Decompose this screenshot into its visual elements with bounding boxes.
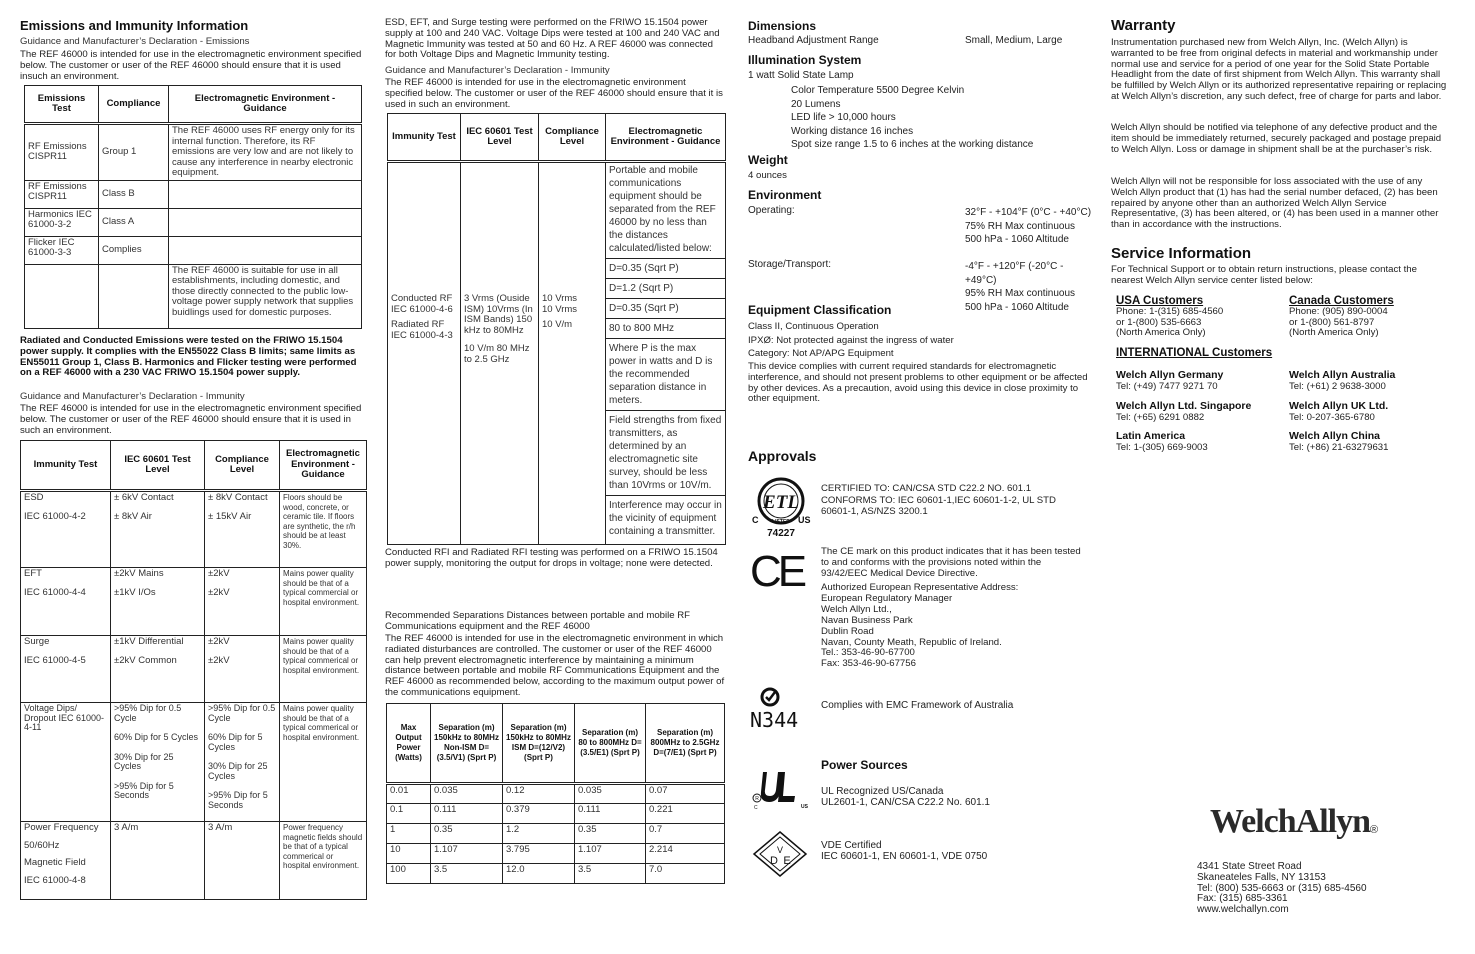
table-cell: 0.035 [431, 784, 503, 804]
etl-line: CONFORMS TO: IEC 60601-1,IEC 60601-1-2, UL STD 60601-1, AS/NZS 3200.1 [821, 494, 1056, 517]
env-line: 95% RH Max continuous [965, 288, 1076, 299]
contact-line: (North America Only) [1289, 327, 1379, 338]
cell-line: ±2kV [208, 636, 230, 647]
table-cell: 1.107 [575, 844, 646, 864]
table-header: Separation (m) 150kHz to 80MHz ISM D=(12/V2) (Sprt P) [503, 704, 575, 784]
table-cell: 0.111 [575, 804, 646, 824]
separation-table [386, 703, 725, 884]
table-header: Immunity Test [21, 441, 111, 491]
table-row [388, 162, 726, 545]
table-cell: 7.0 [646, 864, 725, 884]
contact-line: Tel: 1-(305) 669-9003 [1116, 442, 1208, 453]
cell-line: Conducted RF IEC 61000-4-6 [391, 293, 453, 315]
cell-line: ESD [24, 492, 44, 503]
table-header-row [21, 441, 367, 491]
table-cell: Class B [99, 180, 169, 208]
table-row [21, 822, 367, 900]
etl-text [821, 483, 1081, 518]
table-cell [99, 264, 169, 328]
guidance-line: Field strengths from fixed transmitters, as determined by an electromagnetic site survey, should be less than 10Vrms or 10V/m. [606, 411, 725, 496]
international-heading: INTERNATIONAL Customers [1116, 347, 1273, 359]
contact-line: Tel: (+86) 21-63279631 [1289, 442, 1389, 453]
vde-logo [750, 828, 810, 880]
etl-listed-text: LISTED [772, 519, 790, 525]
guidance-line: Interference may occur in the vicinity of equipment containing a transmitter. [609, 500, 722, 537]
warranty-paragraph: Welch Allyn should be notified via telephone of any defective product and the item should be immediately returned, securely packaged and postage prepaid to Welch Allyn. Loss or damage in shipment shall be at the purchaser’s risk. [1111, 122, 1442, 155]
rep-line: Tel.: 353-46-90-67700 [821, 647, 915, 659]
table-cell: Mains power quality should be that of a typical commercial or hospital environment. [280, 568, 367, 636]
table-cell [169, 180, 362, 208]
table-row [387, 784, 725, 804]
table-header: Separation (m) 80 to 800MHz D=(3.5/E1) (Sprt P) [575, 704, 646, 784]
table-row [387, 804, 725, 824]
illumination-specs [791, 84, 1033, 152]
storage-label: Storage/Transport: [748, 259, 832, 270]
ce-text: The CE mark on this product indicates that it has been tested to and conforms with the provisions noted within the 93/42/EEC Medical Device Directive. [821, 546, 1081, 579]
table-cell: Class A [99, 208, 169, 236]
table-cell: 100 [387, 864, 431, 884]
table-row [387, 844, 725, 864]
spec-line: LED life > 10,000 hours [791, 112, 896, 123]
emissions-test-note: Radiated and Conducted Emissions were tested on the FRIWO 15.1504 power supply. It complies with the EN55022 Class B limits; same limits as EN55011 Group 1, Class B. Harmonics and Flicker testing were performed on a REF 46000 with a 230 VAC FRIWO 15.1504 power supply. [20, 335, 357, 379]
contact-line: Tel: (+49) 7477 9271 70 [1116, 381, 1218, 392]
svg-text:V: V [776, 845, 784, 855]
table-header: Separation (m) 800MHz to 2.5GHz D=(7/E1) (Sprt P) [646, 704, 725, 784]
table-cell [21, 568, 111, 636]
cell-line: Surge [24, 636, 50, 647]
cell-line: IEC 61000-4-4 [24, 586, 86, 598]
spec-line: Working distance 16 inches [791, 125, 914, 137]
cell-line: ± 8kV Contact [208, 492, 268, 503]
address-line: 4341 State Street Road [1197, 861, 1302, 872]
table-cell [461, 162, 539, 545]
table-header: Max Output Power (Watts) [387, 704, 431, 784]
table-header: IEC 60601 Test Level [111, 441, 205, 491]
cell-line: ±2kV [208, 654, 230, 666]
cell-line: ±2kV [208, 568, 230, 579]
table-cell: RF Emissions CISPR11 [25, 180, 99, 208]
c-tick-logo [750, 687, 806, 733]
cell-line: 50/60Hz [24, 839, 60, 851]
cell-line: 3 Vrms (Ouside ISM) 10Vrms (In ISM Bands) 150 kHz to 80MHz [464, 293, 533, 336]
env-line: -4°F - +120°F (-20°C -+49°C) [965, 261, 1064, 286]
rfi-note: Conducted RFI and Radiated RFI testing was performed on a FRIWO 15.1504 power supply, monitoring the output for drops in voltage; none were detected. [385, 547, 718, 569]
guidance-line: D=1.2 (Sqrt P) [606, 279, 725, 299]
table-cell: Flicker IEC 61000-3-3 [25, 236, 99, 264]
table-cell: 1.2 [503, 824, 575, 844]
cell-line: 30% Dip for 25 Cycles [208, 761, 268, 781]
table-cell: 0.379 [503, 804, 575, 824]
table-cell [169, 236, 362, 264]
immunity-subtitle: Guidance and Manufacturer’s Declaration - Immunity [385, 65, 610, 76]
classification-note: This device complies with current required standards for electromagnetic interference, and should not present problems to other equipment or be affected by other devices. As a precaution, avoid using this device in close proximity to other equipment. [748, 361, 1088, 405]
c-tick-icon [760, 687, 780, 707]
cell-line: ±1kV Differential [114, 636, 184, 647]
table-cell: 0.1 [387, 804, 431, 824]
cell-line: 30% Dip for 25 Cycles [114, 751, 174, 771]
etl-seal-icon [748, 475, 814, 539]
cell-line: ±1kV I/Os [114, 586, 156, 598]
rep-line: Fax: 353-46-90-67756 [821, 658, 916, 670]
cell-line: Magnetic Field [24, 857, 86, 868]
table-cell: Floors should be wood, concrete, or ceramic tile. If floors are synthetic, the r/h should be at least 30%. [280, 491, 367, 568]
guidance-line: D=0.35 (Sqrt P) [606, 259, 725, 279]
cell-line: ±2kV Mains [114, 568, 164, 579]
table-cell: 0.07 [646, 784, 725, 804]
emissions-intro: The REF 46000 is intended for use in the electromagnetic environment specified below. The customer or user of the REF 46000 should ensure that it is used insuch an environment. [20, 49, 362, 82]
environment-title: Environment [748, 188, 822, 202]
cell-line: ± 6kV Contact [114, 492, 174, 503]
class-line: IPXØ: Not protected against the ingress of water [748, 334, 954, 346]
table-row [21, 703, 367, 822]
table-cell [388, 162, 461, 545]
dimensions-value: Small, Medium, Large [965, 35, 1063, 46]
table-cell: Voltage Dips/ Dropout IEC 61000-4-11 [21, 703, 111, 822]
table-header: Immunity Test [388, 114, 461, 162]
table-cell: 3 A/m [205, 822, 280, 900]
c-tick-number: N344 [750, 708, 799, 732]
cell-line: >95% Dip for 5 Seconds [114, 780, 174, 800]
intl-contact [1289, 369, 1395, 392]
ce-representative [821, 583, 1018, 670]
table-cell: 0.12 [503, 784, 575, 804]
cell-line: >95% Dip for 0.5 Cycle [208, 703, 276, 723]
table-row [25, 124, 362, 181]
guidance-line: D=0.35 (Sqrt P) [606, 299, 725, 319]
etl-line: CERTIFIED TO: CAN/CSA STD C22.2 NO. 601.1 [821, 483, 1032, 494]
table-header: Electromagnetic Environment - Guidance [169, 86, 362, 124]
contact-heading: Welch Allyn China [1289, 430, 1381, 442]
approvals-title: Approvals [748, 448, 817, 464]
table-row [387, 864, 725, 884]
rep-line: European Regulatory Manager [821, 592, 953, 604]
intl-contact [1289, 430, 1388, 453]
cell-line: ± 8kV Air [114, 510, 152, 522]
warranty-paragraph: Instrumentation purchased new from Welch Allyn, Inc. (Welch Allyn) is warranted to be free from original defects in material and workmanship under normal use and service for a period of one year for the Solid State Portable Headlight from the date of first shipment from Welch Allyn. This warranty shall be fulfilled by Welch Allyn or its authorized representative repairing or replacing at Welch Allyn’s discretion, any such defect, free of charge for parts and labor. [1111, 37, 1447, 102]
cell-line: 10 Vrms [542, 293, 578, 304]
contact-line: Tel: 0-207-365-6780 [1289, 412, 1375, 423]
etl-number: 74227 [767, 528, 795, 539]
cell-line: >95% Dip for 0.5 Cycle [114, 703, 182, 723]
table-header: Compliance Level [539, 114, 606, 162]
table-header-row [388, 114, 726, 162]
rep-line: Dublin Road [821, 625, 874, 637]
table-cell [205, 636, 280, 703]
ul-text [821, 786, 990, 808]
table-cell: 0.35 [575, 824, 646, 844]
usa-contact [1116, 295, 1223, 339]
logo-text: WelchAllyn [1210, 803, 1371, 840]
storage-values [965, 260, 1093, 314]
env-line: 75% RH Max continuous [965, 220, 1076, 232]
table-cell [539, 162, 606, 545]
svg-text:C: C [754, 805, 758, 810]
svg-text:D: D [770, 855, 778, 867]
table-header: Compliance [99, 86, 169, 124]
spec-line: Spot size range 1.5 to 6 inches at the working distance [791, 139, 1034, 150]
intl-contact [1116, 430, 1208, 453]
table-row [387, 824, 725, 844]
table-cell: 3.5 [431, 864, 503, 884]
table-cell [111, 568, 205, 636]
table-row [21, 568, 367, 636]
table-cell: 2.214 [646, 844, 725, 864]
contact-heading: Welch Allyn UK Ltd. [1289, 400, 1389, 412]
table-cell [25, 264, 99, 328]
address-line: Fax: (315) 685-3361 [1197, 893, 1288, 905]
ul-line: UL Recognized US/Canada [821, 786, 944, 797]
table-row [25, 236, 362, 264]
contact-line: Phone: 1-(315) 685-4560 [1116, 306, 1224, 317]
table-cell [205, 703, 280, 822]
rep-line: Welch Allyn Ltd., [821, 603, 892, 615]
table-cell [111, 703, 205, 822]
immunity-intro: The REF 46000 is intended for use in the electromagnetic environment specified below. The customer or user of the REF 46000 should ensure that it is used in such an environment. [385, 77, 723, 110]
classification-title: Equipment Classification [748, 303, 892, 317]
guidance-line: 80 to 800 MHz [606, 319, 725, 339]
contact-line: Tel: (+61) 2 9638-3000 [1289, 381, 1386, 392]
guidance-line: Portable and mobile communications equipment should be separated from the REF 46000 by no less than the distances calculated/listed below: [606, 163, 725, 259]
table-cell [111, 636, 205, 703]
guidance-line: Where P is the max power in watts and D is the recommended separation distance in meters. [606, 339, 725, 411]
cell-line: IEC 61000-4-5 [24, 654, 86, 666]
dimensions-label: Headband Adjustment Range [748, 35, 879, 46]
canada-contact [1289, 295, 1394, 339]
service-title: Service Information [1111, 245, 1252, 262]
table-cell [606, 162, 726, 545]
cell-line: 10 V/m [542, 319, 573, 330]
immunity-intro: The REF 46000 is intended for use in the electromagnetic environment specified below. The customer or user of the REF 46000 should ensure that it is used in such an environment. [20, 403, 362, 436]
table-cell: Complies [99, 236, 169, 264]
class-line: Class II, Continuous Operation [748, 321, 879, 332]
rf-immunity-table [387, 113, 726, 545]
classification-lines [748, 320, 954, 361]
cell-line: 10 Vrms [542, 303, 578, 315]
rep-line: Navan Business Park [821, 614, 913, 626]
etl-listed-logo [748, 475, 814, 539]
table-cell: 1.107 [431, 844, 503, 864]
cell-line: ±2kV [208, 586, 230, 598]
rep-line: Navan, County Meath, Republic of Ireland. [821, 636, 1002, 648]
contact-line: (North America Only) [1116, 327, 1206, 338]
cell-line: Power Frequency [24, 822, 99, 833]
table-cell [21, 822, 111, 900]
website-link[interactable]: www.welchallyn.com [1197, 904, 1289, 916]
table-cell: 0.035 [575, 784, 646, 804]
vde-line: VDE Certified [821, 840, 882, 851]
contact-heading: USA Customers [1116, 295, 1204, 307]
contact-heading: Latin America [1116, 430, 1186, 442]
address-line: Skaneateles Falls, NY 13153 [1197, 871, 1326, 883]
table-header: Emissions Test [25, 86, 99, 124]
table-cell: 1 [387, 824, 431, 844]
immunity-subtitle: Guidance and Manufacturer’s Declaration - Immunity [20, 391, 245, 402]
table-row [25, 264, 362, 328]
spec-line: Color Temperature 5500 Degree Kelvin [791, 85, 965, 96]
warranty-paragraph: Welch Allyn will not be responsible for loss associated with the use of any Welch Allyn product that (1) has had the serial number defaced, (2) has been repaired by anyone other than an authorized Welch Allyn Service Representative, (3) has been altered, or (4) has been used in a manner other than in accordance with the instructions. [1111, 176, 1439, 231]
warranty-title: Warranty [1111, 17, 1176, 34]
table-header: Separation (m) 150kHz to 80MHz Non-ISM D=(3.5/V1) (Sprt P) [431, 704, 503, 784]
contact-heading: Welch Allyn Australia [1289, 369, 1396, 381]
table-cell [21, 636, 111, 703]
power-sources-title: Power Sources [821, 758, 908, 772]
etl-letters: ETL [763, 492, 799, 513]
table-header-row [387, 704, 725, 784]
table-cell: Group 1 [99, 124, 169, 181]
spec-line: 20 Lumens [791, 98, 841, 110]
table-cell: 0.221 [646, 804, 725, 824]
table-cell: 0.111 [431, 804, 503, 824]
contact-heading: Canada Customers [1289, 295, 1394, 307]
table-cell: 0.35 [431, 824, 503, 844]
test-intro: ESD, EFT, and Surge testing were performed on the FRIWO 15.1504 power supply at 100 and 240 VAC. Voltage Dips were tested at 100 and 240 VAC and Magnetic Immunity was tested at 50 and 60 Hz. A REF 46000 was connected for both Voltage Dips and Magnetic Immunity testing. [385, 17, 720, 61]
table-cell: 12.0 [503, 864, 575, 884]
env-line: 500 hPa - 1060 Altitude [965, 234, 1069, 245]
table-row [25, 180, 362, 208]
table-cell: 0.7 [646, 824, 725, 844]
svg-text:E: E [783, 855, 791, 867]
separation-intro: The REF 46000 is intended for use in the electromagnetic environment in which radiated disturbances are controlled. The customer or user of the REF 46000 can help prevent electromagnetic interference by maintaining a minimum distance between portable and mobile RF Communications Equipment and the REF 46000 as recommended below, according to the maximum output power of the communications equipment. [385, 633, 725, 698]
cell-line: IEC 61000-4-2 [24, 510, 86, 522]
vde-text [821, 840, 987, 862]
table-cell: Power frequency magnetic fields should be that of a typical commerical or hospital environment. [280, 822, 367, 900]
table-header: IEC 60601 Test Level [461, 114, 539, 162]
rep-line: Authorized European Representative Address: [821, 582, 1019, 593]
table-cell: The REF 46000 uses RF energy only for its internal function. Therefore, its RF emissions are very low and are not likely to cause any interference in nearby electronic equipment. [169, 124, 362, 181]
intl-contact [1289, 400, 1388, 423]
cell-line: 60% Dip for 5 Cycles [114, 732, 199, 742]
table-cell: Harmonics IEC 61000-3-2 [25, 208, 99, 236]
service-intro: For Technical Support or to obtain return instructions, please contact the nearest Welch Allyn service center listed below: [1111, 264, 1417, 286]
cell-line: ±2kV Common [114, 654, 177, 666]
ul-recognized-icon [751, 768, 811, 810]
table-cell: 0.01 [387, 784, 431, 804]
table-cell [21, 491, 111, 568]
emissions-title: Emissions and Immunity Information [20, 18, 249, 33]
env-line: 500 hPa - 1060 Altitude [965, 301, 1069, 313]
weight-value: 4 ounces [748, 170, 787, 181]
table-header: Electromagnetic Environment - Guidance [280, 441, 367, 491]
table-cell: 3.795 [503, 844, 575, 864]
operating-label: Operating: [748, 205, 795, 216]
table-cell [205, 568, 280, 636]
operating-values [965, 206, 1091, 247]
company-address [1197, 862, 1367, 916]
class-line: Category: Not AP/APG Equipment [748, 348, 894, 359]
table-header: Electromagnetic Environment - Guidance [606, 114, 726, 162]
etl-us-mark: US [798, 515, 811, 525]
table-row [21, 491, 367, 568]
table-cell: 3 A/m [111, 822, 205, 900]
table-cell [111, 491, 205, 568]
cell-line: 10 V/m 80 MHz to 2.5 GHz [464, 343, 530, 365]
illumination-title: Illumination System [748, 53, 862, 67]
contact-heading: Welch Allyn Ltd. Singapore [1116, 400, 1252, 412]
contact-line: or 1-(800) 535-6663 [1116, 316, 1202, 328]
intl-contact [1116, 369, 1223, 392]
table-cell: Mains power quality should be that of a typical commerical or hospital environment. [280, 703, 367, 822]
table-cell: 3.5 [575, 864, 646, 884]
c-tick-text: Complies with EMC Framework of Australia [821, 700, 1014, 711]
address-line: Tel: (800) 535-6663 or (315) 685-4560 [1197, 882, 1367, 894]
table-row [25, 208, 362, 236]
table-cell: The REF 46000 is suitable for use in all establishments, including domestic, and those directly connected to the public low-voltage power supply network that supplies buidlings used for domestic purposes. [169, 264, 362, 328]
cell-line: ± 15kV Air [208, 510, 252, 522]
vde-triangle-icon [750, 828, 810, 880]
dimensions-title: Dimensions [748, 19, 817, 33]
contact-line: Phone: (905) 890-0004 [1289, 306, 1388, 317]
emissions-subtitle: Guidance and Manufacturer’s Declaration - Emissions [20, 36, 250, 47]
vde-line: IEC 60601-1, EN 60601-1, VDE 0750 [821, 851, 988, 862]
cell-line: EFT [24, 568, 42, 579]
svg-text:US: US [801, 804, 808, 810]
contact-heading: Welch Allyn Germany [1116, 369, 1224, 381]
table-row [21, 636, 367, 703]
intl-contact [1116, 400, 1251, 423]
contact-line: or 1-(800) 561-8797 [1289, 316, 1375, 328]
table-header-row [25, 86, 362, 124]
ul-line: UL2601-1, CAN/CSA C22.2 No. 601.1 [821, 797, 990, 808]
svg-text:R: R [755, 796, 759, 802]
ul-recognized-logo [751, 768, 811, 810]
table-cell: Mains power quality should be that of a typical commerical or hospital environment. [280, 636, 367, 703]
etl-c-mark: C [752, 515, 759, 525]
table-cell: RF Emissions CISPR11 [25, 124, 99, 181]
separation-title: Recommended Separations Distances between portable and mobile RF Communications equipment and the REF 46000 [385, 610, 691, 632]
ce-mark-icon: CE [750, 547, 804, 596]
cell-line: Radiated RF IEC 61000-4-3 [391, 319, 453, 341]
cell-line: IEC 61000-4-8 [24, 874, 86, 886]
contact-line: Tel: (+65) 6291 0882 [1116, 412, 1205, 423]
welch-allyn-logo [1210, 802, 1377, 842]
cell-line: 60% Dip for 5 Cycles [208, 732, 263, 752]
table-cell: 10 [387, 844, 431, 864]
weight-title: Weight [748, 153, 788, 167]
illumination-lamp: 1 watt Solid State Lamp [748, 70, 854, 81]
table-cell [169, 208, 362, 236]
cell-line: >95% Dip for 5 Seconds [208, 790, 268, 810]
registered-mark: ® [1370, 824, 1378, 836]
table-header: Compliance Level [205, 441, 280, 491]
table-cell [205, 491, 280, 568]
emissions-table [24, 85, 362, 329]
env-line: 32°F - +104°F (0°C - +40°C) [965, 207, 1092, 218]
immunity-table [20, 440, 367, 900]
